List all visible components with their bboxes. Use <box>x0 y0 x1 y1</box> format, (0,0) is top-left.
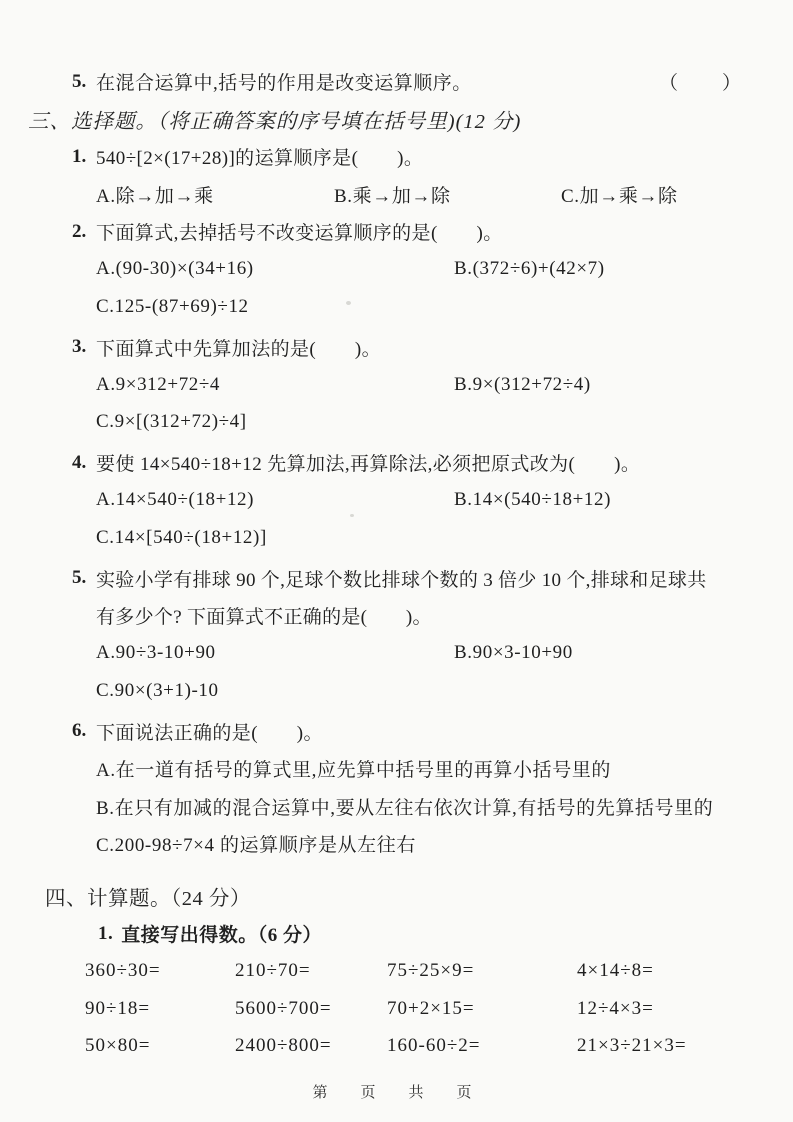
question-text: 要使 14×540÷18+12 先算加法,再算除法,必须把原式改为( )。 <box>96 454 641 476</box>
subheading-number: 1. <box>98 922 114 944</box>
calc-row-3 <box>0 1028 793 1066</box>
calc-expression: 210÷70= <box>235 960 311 982</box>
question-4-options-ab <box>0 482 793 520</box>
question-number: 5. <box>72 567 87 589</box>
question-number: 1. <box>72 145 87 167</box>
question-text: 下面算式中先算加法的是( )。 <box>96 338 382 360</box>
calc-expression: 70+2×15= <box>387 997 475 1019</box>
calc-expression: 2400÷800= <box>235 1035 332 1057</box>
question-text-line2: 有多少个? 下面算式不正确的是( )。 <box>96 607 432 629</box>
calc-expression: 50×80= <box>85 1035 151 1057</box>
choice-question-2 <box>0 213 793 251</box>
option-b: B.(372÷6)+(42×7) <box>454 258 605 280</box>
calc-expression: 12÷4×3= <box>577 997 654 1019</box>
choice-question-3 <box>0 329 793 367</box>
question-4-option-c <box>0 519 793 557</box>
question-2-options-ab <box>0 251 793 289</box>
page-footer-text: 第 页 共 页 <box>312 1084 481 1102</box>
calc-expression: 75÷25×9= <box>387 960 475 982</box>
question-text: 下面说法正确的是( )。 <box>96 722 323 744</box>
judge-item-number: 5. <box>72 70 87 92</box>
question-text: 下面算式,去掉括号不改变运算顺序的是( )。 <box>96 223 503 245</box>
question-number: 6. <box>72 720 87 742</box>
question-3-option-c <box>0 404 793 442</box>
page-footer <box>0 1073 793 1111</box>
option-c: C.90×(3+1)-10 <box>96 679 219 701</box>
question-2-option-c <box>0 288 793 326</box>
option-a: A.90÷3-10+90 <box>96 642 216 664</box>
option-c: C.200-98÷7×4 的运算顺序是从左往右 <box>96 835 416 857</box>
choice-question-6 <box>0 713 793 751</box>
option-b: B.90×3-10+90 <box>454 642 573 664</box>
scan-speck <box>346 301 351 305</box>
option-c: C.加→乘→除 <box>561 185 678 207</box>
choice-question-4 <box>0 444 793 482</box>
option-b: B.14×(540÷18+12) <box>454 489 612 511</box>
option-c: C.14×[540÷(18+12)] <box>96 526 267 548</box>
option-a: A.9×312+72÷4 <box>96 373 221 395</box>
question-number: 2. <box>72 220 87 242</box>
question-6-option-c <box>0 825 793 863</box>
option-b: B.在只有加减的混合运算中,要从左往右依次计算,有括号的先算括号里的 <box>96 797 714 819</box>
option-a: A.(90-30)×(34+16) <box>96 258 254 280</box>
calc-expression: 4×14÷8= <box>577 960 654 982</box>
scan-speck <box>350 514 354 517</box>
judge-item-5 <box>0 63 793 101</box>
calc-expression: 21×3÷21×3= <box>577 1035 687 1057</box>
question-6-option-a <box>0 750 793 788</box>
option-c: C.9×[(312+72)÷4] <box>96 411 247 433</box>
section-3-heading <box>0 101 793 139</box>
section-3-heading-text: 三、选择题。（将正确答案的序号填在括号里)(12 分) <box>28 111 522 134</box>
calc-row-1 <box>0 953 793 991</box>
option-a: A.除→加→乘 <box>96 185 214 207</box>
question-6-option-b <box>0 788 793 826</box>
subheading-text: 直接写出得数。（6 分） <box>121 925 323 947</box>
question-3-options-ab <box>0 366 793 404</box>
option-c: C.125-(87+69)÷12 <box>96 295 249 317</box>
question-number: 4. <box>72 451 87 473</box>
question-number: 3. <box>72 336 87 358</box>
calc-expression: 360÷30= <box>85 960 161 982</box>
option-a: A.14×540÷(18+12) <box>96 489 255 511</box>
option-a: A.在一道有括号的算式里,应先算中括号里的再算小括号里的 <box>96 760 612 782</box>
calc-expression: 90÷18= <box>85 997 151 1019</box>
question-5-option-c <box>0 672 793 710</box>
option-b: B.乘→加→除 <box>334 185 451 207</box>
answer-bracket: （ ） <box>658 73 743 95</box>
judge-item-text: 在混合运算中,括号的作用是改变运算顺序。 <box>96 73 472 95</box>
calc-expression: 5600÷700= <box>235 997 332 1019</box>
calc-row-2 <box>0 990 793 1028</box>
choice-question-1 <box>0 138 793 176</box>
question-text <box>96 560 707 635</box>
option-b: B.9×(312+72÷4) <box>454 373 591 395</box>
question-text: 540÷[2×(17+28)]的运算顺序是( )。 <box>96 148 424 170</box>
choice-question-5 <box>0 560 793 635</box>
question-1-options <box>0 176 793 214</box>
calc-expression: 160-60÷2= <box>387 1035 481 1057</box>
question-text-line1: 实验小学有排球 90 个,足球个数比排球个数的 3 倍少 10 个,排球和足球共 <box>96 569 707 591</box>
question-5-options-ab <box>0 635 793 673</box>
calc-subheading <box>0 915 793 953</box>
section-4-heading <box>0 878 793 916</box>
section-4-heading-text: 四、计算题。（24 分） <box>45 888 251 911</box>
